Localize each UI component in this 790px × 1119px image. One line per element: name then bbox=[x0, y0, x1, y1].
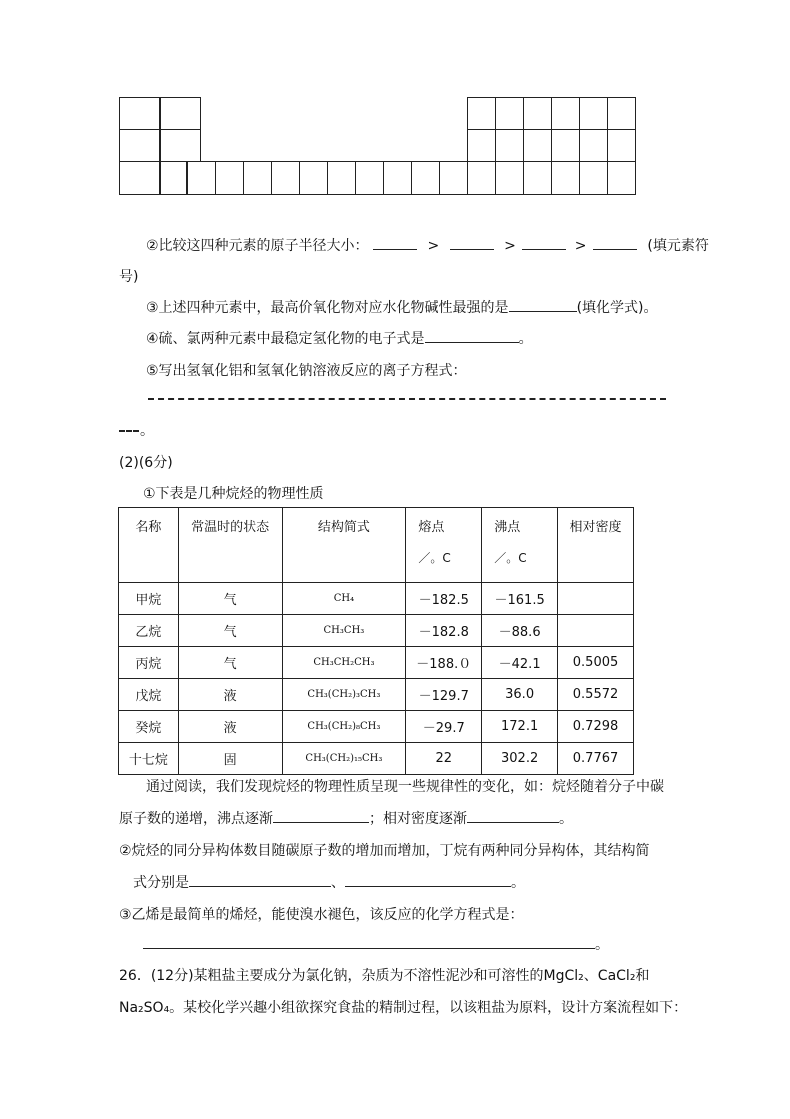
periodic-cell bbox=[523, 97, 552, 130]
cell-melting-point: －29.7 bbox=[406, 711, 482, 743]
cell-melting-point: 22 bbox=[406, 743, 482, 775]
periodic-cell bbox=[523, 161, 552, 195]
periodic-cell bbox=[551, 129, 580, 162]
q2-item2-cont: 式分别是 、 。 bbox=[133, 872, 525, 892]
table-row bbox=[119, 615, 634, 647]
answer-blank[interactable] bbox=[450, 235, 494, 250]
q1-item4: ④硫、氯两种元素中最稳定氢化物的电子式是 。 bbox=[146, 328, 533, 348]
table-row bbox=[119, 679, 634, 711]
cell-melting-point: －188.０ bbox=[406, 647, 482, 679]
cell-state: 液 bbox=[178, 679, 282, 711]
table-row bbox=[119, 711, 634, 743]
answer-blank[interactable] bbox=[189, 872, 331, 887]
periodic-cell bbox=[160, 161, 187, 195]
cell-formula: CH₄ bbox=[282, 583, 406, 615]
cell-density bbox=[558, 583, 634, 615]
periodic-cell bbox=[579, 97, 608, 130]
observation-line2: 原子数的递增，沸点逐渐 ；相对密度逐渐 。 bbox=[119, 808, 573, 828]
cell-name: 乙烷 bbox=[119, 615, 179, 647]
answer-blank[interactable] bbox=[143, 934, 595, 949]
cell-state: 气 bbox=[178, 583, 282, 615]
answer-blank[interactable] bbox=[509, 297, 577, 312]
cell-formula: CH₃CH₂CH₃ bbox=[282, 647, 406, 679]
table-row bbox=[119, 743, 634, 775]
periodic-cell bbox=[495, 129, 524, 162]
periodic-cell bbox=[579, 161, 608, 195]
q1-item3: ③上述四种元素中，最高价氧化物对应水化物碱性最强的是 (填化学式)。 bbox=[146, 297, 658, 317]
cell-name: 癸烷 bbox=[119, 711, 179, 743]
periodic-cell bbox=[467, 161, 496, 195]
header-density: 相对密度 bbox=[558, 508, 634, 583]
q26-line2: Na₂SO₄。某校化学兴趣小组欲探究食盐的精制过程，以该粗盐为原料，设计方案流程如下： bbox=[119, 1000, 688, 1016]
cell-formula: CH₃CH₃ bbox=[282, 615, 406, 647]
periodic-cell bbox=[119, 97, 160, 130]
answer-blank[interactable] bbox=[345, 872, 511, 887]
table-body bbox=[119, 583, 634, 775]
q26-line1: 26．(12分)某粗盐主要成分为氯化钠，杂质为不溶性泥沙和可溶性的MgCl₂、CaCl₂和 bbox=[119, 968, 650, 984]
cell-name: 戊烷 bbox=[119, 679, 179, 711]
answer-blank[interactable] bbox=[273, 808, 369, 823]
periodic-cell bbox=[160, 129, 201, 162]
periodic-cell bbox=[327, 161, 356, 195]
answer-blank[interactable] bbox=[593, 235, 637, 250]
cell-boiling-point: 36.0 bbox=[482, 679, 558, 711]
periodic-cell bbox=[439, 161, 468, 195]
periodic-cell bbox=[355, 161, 384, 195]
cell-boiling-point: 172.1 bbox=[482, 711, 558, 743]
periodic-cell bbox=[119, 161, 160, 195]
cell-name: 丙烷 bbox=[119, 647, 179, 679]
periodic-cell bbox=[551, 97, 580, 130]
periodic-cell bbox=[495, 161, 524, 195]
q1-item2: ②比较这四种元素的原子半径大小： > > > (填元素符 bbox=[146, 235, 709, 255]
header-formula: 结构简式 bbox=[282, 508, 406, 583]
table-row bbox=[119, 647, 634, 679]
q2-label: (2)(6分) bbox=[119, 455, 173, 471]
table-row bbox=[119, 583, 634, 615]
periodic-cell bbox=[271, 161, 300, 195]
q2-intro: ①下表是几种烷烃的物理性质 bbox=[143, 486, 324, 502]
answer-line-dashed[interactable] bbox=[148, 398, 666, 400]
cell-boiling-point: －88.6 bbox=[482, 615, 558, 647]
unit-label: ／。C bbox=[418, 551, 451, 565]
periodic-cell bbox=[523, 129, 552, 162]
periodic-cell bbox=[551, 161, 580, 195]
q2-item2: ②烷烃的同分异构体数目随碳原子数的增加而增加，丁烷有两种同分异构体，其结构简 bbox=[119, 843, 650, 859]
cell-density: 0.5005 bbox=[558, 647, 634, 679]
cell-formula: CH₃(CH₂)₈CH₃ bbox=[282, 711, 406, 743]
periodic-cell bbox=[383, 161, 412, 195]
cell-state: 固 bbox=[178, 743, 282, 775]
answer-blank[interactable] bbox=[467, 808, 559, 823]
periodic-cell bbox=[119, 129, 160, 162]
cell-state: 液 bbox=[178, 711, 282, 743]
q1-item2-cont: 号) bbox=[119, 269, 139, 285]
cell-formula: CH₃(CH₂)₁₅CH₃ bbox=[282, 743, 406, 775]
periodic-cell bbox=[467, 129, 496, 162]
header-boiling-point: 沸点 ／。C bbox=[482, 508, 558, 583]
header-name: 名称 bbox=[119, 508, 179, 583]
periodic-cell bbox=[607, 129, 636, 162]
cell-density bbox=[558, 615, 634, 647]
q2-item3: ③乙烯是最简单的烯烃，能使溴水褪色，该反应的化学方程式是： bbox=[119, 907, 524, 923]
answer-blank[interactable] bbox=[522, 235, 566, 250]
periodic-cell bbox=[467, 97, 496, 130]
periodic-cell bbox=[299, 161, 328, 195]
unit-label: ／。C bbox=[494, 551, 527, 565]
header-state: 常温时的状态 bbox=[178, 508, 282, 583]
cell-boiling-point: 302.2 bbox=[482, 743, 558, 775]
cell-density: 0.7298 bbox=[558, 711, 634, 743]
periodic-cell bbox=[187, 161, 216, 195]
cell-name: 十七烷 bbox=[119, 743, 179, 775]
q2-item3-answer: 。 bbox=[143, 934, 609, 954]
cell-melting-point: －182.8 bbox=[406, 615, 482, 647]
cell-state: 气 bbox=[178, 615, 282, 647]
header-melting-point: 熔点 ／。C bbox=[406, 508, 482, 583]
periodic-cell bbox=[579, 129, 608, 162]
cell-name: 甲烷 bbox=[119, 583, 179, 615]
answer-blank[interactable] bbox=[425, 328, 519, 343]
cell-boiling-point: －42.1 bbox=[482, 647, 558, 679]
answer-blank[interactable] bbox=[373, 235, 417, 250]
cell-melting-point: －129.7 bbox=[406, 679, 482, 711]
periodic-cell bbox=[160, 97, 201, 130]
alkane-properties-table bbox=[118, 507, 634, 775]
answer-line-dashed-cont[interactable] bbox=[119, 430, 139, 432]
table-header-row bbox=[119, 508, 634, 583]
cell-density: 0.7767 bbox=[558, 743, 634, 775]
period: 。 bbox=[140, 423, 154, 439]
cell-formula: CH₃(CH₂)₃CH₃ bbox=[282, 679, 406, 711]
periodic-cell bbox=[215, 161, 244, 195]
periodic-cell bbox=[495, 97, 524, 130]
observation-line1: 通过阅读，我们发现烷烃的物理性质呈现一些规律性的变化，如：烷烃随着分子中碳 bbox=[146, 779, 664, 795]
periodic-cell bbox=[607, 97, 636, 130]
cell-melting-point: －182.5 bbox=[406, 583, 482, 615]
cell-density: 0.5572 bbox=[558, 679, 634, 711]
periodic-cell bbox=[607, 161, 636, 195]
cell-boiling-point: －161.5 bbox=[482, 583, 558, 615]
cell-state: 气 bbox=[178, 647, 282, 679]
q1-item5: ⑤写出氢氧化铝和氢氧化钠溶液反应的离子方程式： bbox=[146, 363, 467, 379]
periodic-cell bbox=[243, 161, 272, 195]
periodic-table-grid bbox=[119, 97, 636, 195]
periodic-cell bbox=[411, 161, 440, 195]
